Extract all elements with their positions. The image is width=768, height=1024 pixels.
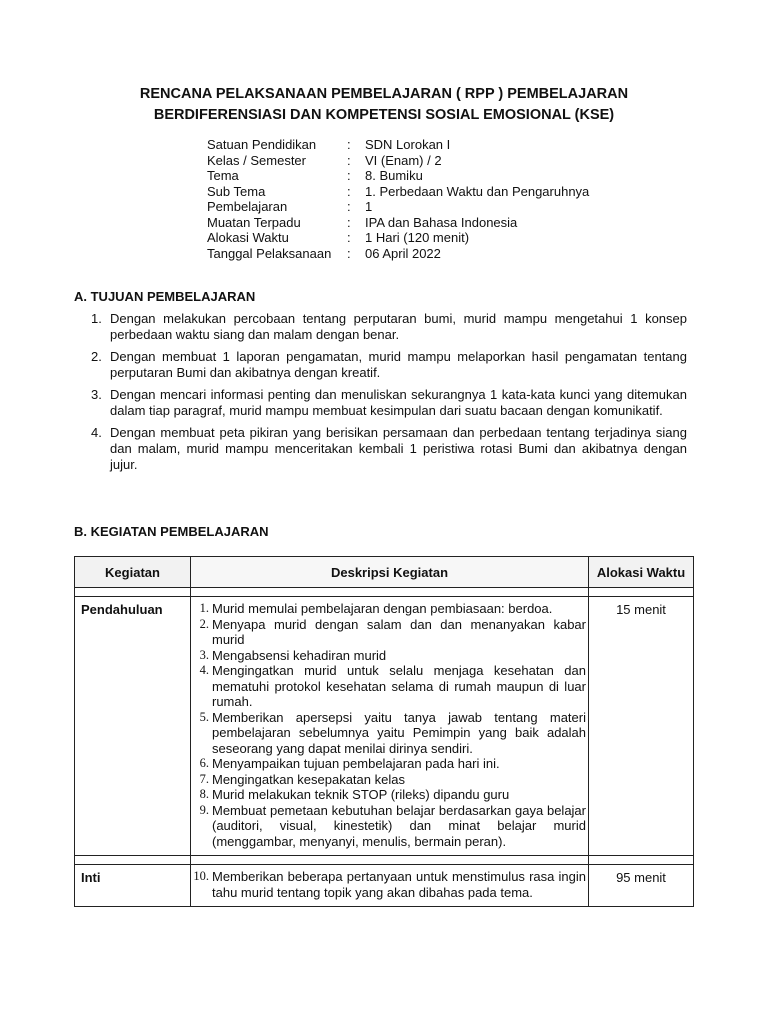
info-label: Tanggal Pelaksanaan: [207, 245, 332, 261]
info-value: 1. Perbedaan Waktu dan Pengaruhnya: [365, 183, 590, 199]
step-number: 8.: [199, 787, 209, 801]
info-label: Satuan Pendidikan: [207, 137, 317, 152]
step-text: Mengabsensi kehadiran murid: [212, 647, 387, 663]
step-item: [191, 803, 586, 850]
list-text: Dengan mencari informasi penting dan menuliskan sekurangnya 1 kata-kata kunci yang ditemukan dalam tiap paragraf, murid mampu membuat kesimpulan dari suatu bacaan dengan komunikatif.: [110, 387, 687, 418]
info-value: 1: [365, 199, 373, 214]
step-number: 1.: [199, 601, 209, 615]
info-row: [207, 230, 667, 246]
step-text: Memberikan beberapa pertanyaan untuk menstimulus rasa ingin tahu murid tentang topik yang akan dibahas pada tema.: [212, 869, 586, 900]
info-label: Kelas / Semester: [207, 152, 306, 168]
step-item: [191, 648, 586, 664]
info-colon: :: [347, 214, 351, 230]
step-text: Mengingatkan murid untuk selalu menjaga kesehatan dan mematuhi protokol kesehatan selama di rumah maupun di luar rumah.: [212, 663, 586, 709]
step-item: [191, 617, 586, 648]
step-text: Menyampaikan tujuan pembelajaran pada hari ini.: [212, 756, 500, 771]
list-number: 4.: [91, 425, 102, 440]
step-text: Menyapa murid dengan salam dan dan menanyakan kabar murid: [212, 616, 586, 647]
step-number: 3.: [199, 647, 209, 662]
info-colon: :: [347, 230, 351, 245]
step-number: 2.: [199, 616, 209, 631]
document-title: [60, 84, 708, 126]
description-cell: [191, 865, 589, 907]
identity-block: [207, 137, 667, 261]
info-colon: :: [347, 199, 351, 214]
step-text: Murid memulai pembelajaran dengan pembiasaan: berdoa.: [212, 601, 553, 616]
step-number: 9.: [199, 802, 209, 817]
step-item: [191, 663, 586, 710]
list-text: Dengan membuat 1 laporan pengamatan, murid mampu melaporkan hasil pengamatan tentang perputaran Bumi dan akibatnya dengan kreatif.: [110, 349, 687, 380]
phase-cell: Pendahuluan: [75, 597, 191, 856]
step-item: [191, 756, 586, 772]
objectives-list: [91, 311, 687, 479]
table-header-row: [75, 557, 694, 588]
info-value: 8. Bumiku: [365, 168, 423, 183]
info-colon: :: [347, 137, 351, 152]
step-item: [191, 772, 586, 788]
time-cell: 15 menit: [589, 597, 694, 856]
info-label: Pembelajaran: [207, 199, 288, 214]
phase-cell: Inti: [75, 865, 191, 907]
header-kegiatan: Kegiatan: [75, 557, 191, 588]
info-colon: :: [347, 183, 351, 199]
title-line-2: BERDIFERENSIASI DAN KOMPETENSI SOSIAL EMOSIONAL (KSE): [153, 107, 615, 123]
step-number: 7.: [199, 771, 209, 786]
list-item: [91, 425, 687, 473]
step-item: [191, 710, 586, 757]
step-text: Murid melakukan teknik STOP (rileks) dipandu guru: [212, 787, 510, 802]
info-row: [207, 137, 667, 153]
step-text: Membuat pemetaan kebutuhan belajar berdasarkan gaya belajar (auditori, visual, kinestetik) dan minat belajar murid (menggambar, menyanyi, menulis, bermain peran).: [212, 802, 586, 849]
list-text: Dengan membuat peta pikiran yang berisikan persamaan dan perbedaan tentang terjadinya siang dan malam, murid mampu menceritakan kembali 1 peristiwa rotasi Bumi dan akibatnya dengan jujur.: [110, 425, 687, 472]
step-number: 6.: [199, 756, 209, 770]
section-b-heading: B. KEGIATAN PEMBELAJARAN: [74, 524, 269, 539]
list-item: [91, 387, 687, 419]
step-item: [191, 601, 586, 617]
info-row: [207, 168, 667, 184]
section-a-heading: A. TUJUAN PEMBELAJARAN: [74, 289, 256, 304]
info-value: 1 Hari (120 menit): [365, 230, 470, 245]
step-item: [191, 869, 586, 900]
list-number: 1.: [91, 311, 102, 326]
info-row: [207, 184, 667, 200]
list-number: 3.: [91, 387, 102, 402]
info-label: Alokasi Waktu: [207, 230, 289, 245]
info-value: IPA dan Bahasa Indonesia: [365, 214, 518, 230]
info-row: [207, 153, 667, 169]
info-label: Tema: [207, 168, 239, 183]
title-line-1: RENCANA PELAKSANAAN PEMBELAJARAN ( RPP ) PEMBELAJARAN: [139, 86, 629, 102]
list-item: [91, 349, 687, 381]
table-spacer: [75, 856, 694, 865]
header-deskripsi: Deskripsi Kegiatan: [191, 557, 589, 588]
info-value: SDN Lorokan I: [365, 137, 451, 152]
list-number: 2.: [91, 349, 102, 364]
info-label: Sub Tema: [207, 183, 266, 199]
info-row: [207, 246, 667, 262]
info-colon: :: [347, 152, 351, 168]
step-number: 4.: [199, 663, 209, 677]
description-cell: [191, 597, 589, 856]
list-text: Dengan melakukan percobaan tentang perputaran bumi, murid mampu mengetahui 1 konsep perbedaan waktu siang dan malam dengan benar.: [110, 311, 687, 342]
step-item: [191, 787, 586, 803]
table-spacer: [75, 588, 694, 597]
time-cell: 95 menit: [589, 865, 694, 907]
header-alokasi: Alokasi Waktu: [589, 557, 694, 588]
info-colon: :: [347, 168, 351, 183]
info-value: VI (Enam) / 2: [365, 152, 442, 168]
info-row: [207, 199, 667, 215]
table-row: [75, 597, 694, 856]
list-item: [91, 311, 687, 343]
step-number: 5.: [199, 709, 209, 724]
info-label: Muatan Terpadu: [207, 214, 301, 230]
info-row: [207, 215, 667, 231]
step-number: 10.: [193, 869, 209, 883]
step-text: Memberikan apersepsi yaitu tanya jawab tentang materi pembelajaran sebelumnya yaitu Pemimpin yang baik adalah seseorang yang dapat menilai dirinya sendiri.: [212, 709, 586, 756]
info-colon: :: [347, 245, 351, 261]
info-value: 06 April 2022: [365, 245, 441, 261]
activities-table: [74, 556, 694, 907]
table-row: [75, 865, 694, 907]
step-text: Mengingatkan kesepakatan kelas: [212, 771, 405, 787]
